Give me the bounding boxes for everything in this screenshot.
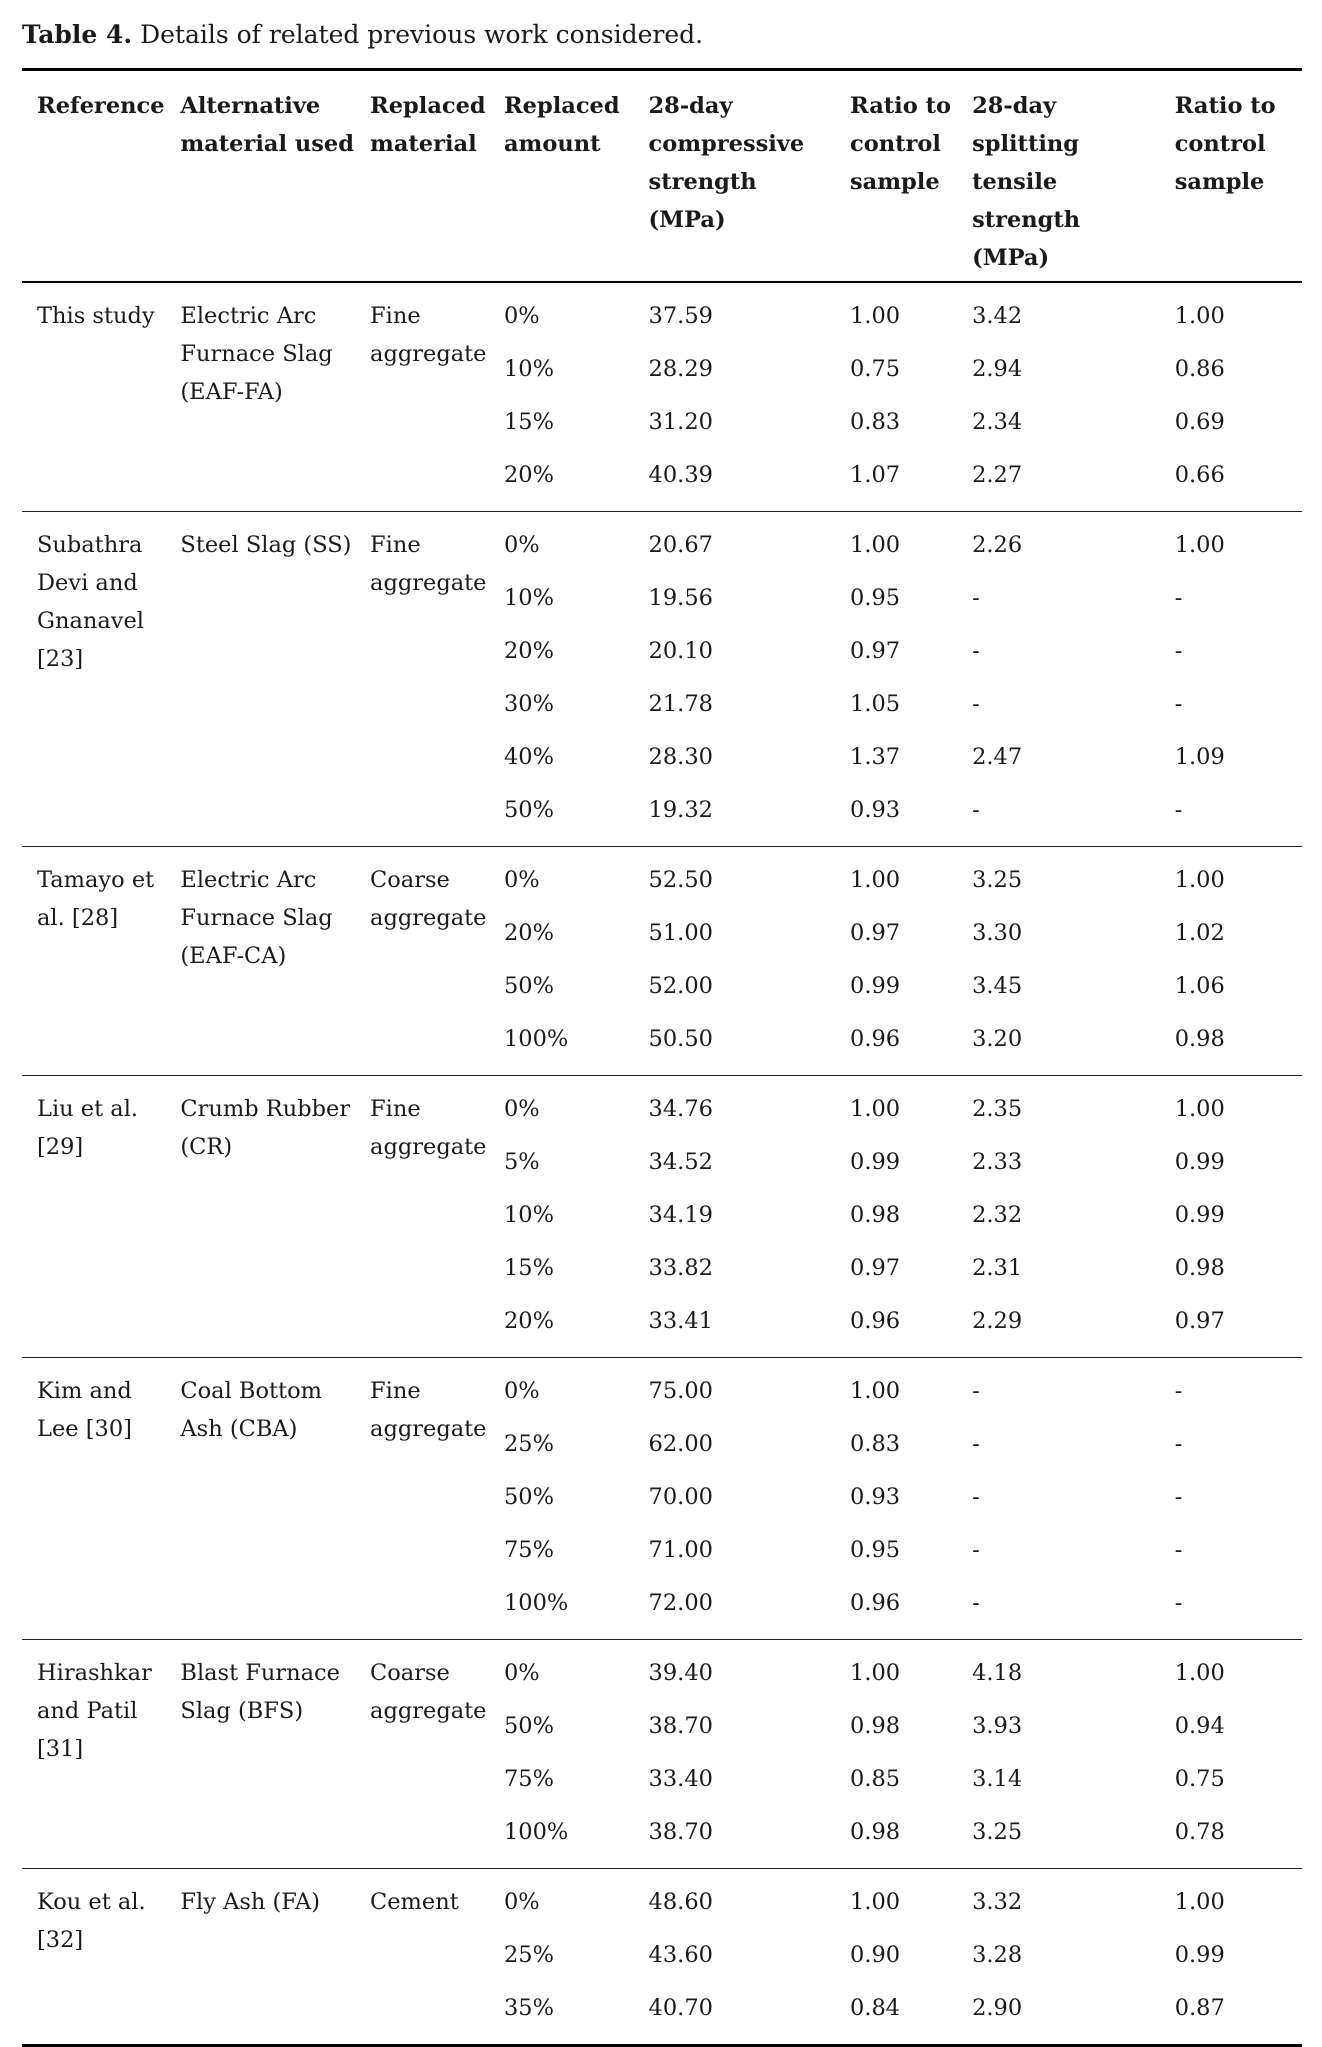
replaced-amount-cell: 20%: [503, 920, 554, 946]
compressive-ratio-cell: 0.97: [850, 1255, 901, 1281]
header-replaced-material: Replaced material: [370, 93, 486, 157]
replaced-amount-cell: 75%: [503, 1766, 554, 1792]
table-title: Details of related previous work considered.: [140, 20, 704, 49]
table-row: [22, 847, 1302, 915]
replaced-amount-cell: 75%: [503, 1537, 554, 1563]
compressive-ratio-cell: 1.07: [850, 462, 901, 488]
study-group: [22, 1640, 1302, 1869]
tensile-ratio-cell: -: [1174, 1590, 1183, 1616]
compressive-strength-cell: 33.40: [648, 1766, 713, 1792]
header-compressive-strength: 28-day compressive strength (MPa): [648, 93, 805, 233]
tensile-strength-cell: 2.33: [972, 1149, 1023, 1175]
tensile-ratio-cell: 0.99: [1174, 1149, 1225, 1175]
tensile-ratio-cell: 0.87: [1174, 1995, 1225, 2021]
compressive-strength-cell: 19.32: [648, 797, 713, 823]
reference-cell: This study: [37, 303, 155, 329]
reference-cell: Kim and Lee [30]: [37, 1378, 132, 1442]
table-label: Table 4.: [22, 20, 133, 49]
compressive-strength-cell: 43.60: [648, 1942, 713, 1968]
table-caption: [22, 18, 703, 52]
compressive-ratio-cell: 0.93: [850, 1484, 901, 1510]
alternative-material-cell: Electric Arc Furnace Slag (EAF-FA): [180, 303, 333, 405]
tensile-strength-cell: 3.93: [972, 1713, 1023, 1739]
compressive-strength-cell: 28.30: [648, 744, 713, 770]
tensile-ratio-cell: 1.00: [1174, 532, 1225, 558]
reference-cell: Kou et al. [32]: [37, 1889, 146, 1953]
table-row: [22, 1640, 1302, 1708]
replaced-material-cell: Fine aggregate: [370, 303, 487, 367]
tensile-strength-cell: 2.90: [972, 1995, 1023, 2021]
table-row: [22, 1869, 1302, 1937]
compressive-ratio-cell: 0.85: [850, 1766, 901, 1792]
tensile-ratio-cell: 1.00: [1174, 1096, 1225, 1122]
tensile-strength-cell: 2.32: [972, 1202, 1023, 1228]
table-row: [22, 512, 1302, 580]
tensile-ratio-cell: 0.99: [1174, 1202, 1225, 1228]
compressive-ratio-cell: 1.00: [850, 867, 901, 893]
compressive-strength-cell: 72.00: [648, 1590, 713, 1616]
compressive-ratio-cell: 0.84: [850, 1995, 901, 2021]
replaced-material-cell: Fine aggregate: [370, 1096, 487, 1160]
compressive-ratio-cell: 0.98: [850, 1819, 901, 1845]
table-row: [22, 1076, 1302, 1144]
compressive-ratio-cell: 0.97: [850, 638, 901, 664]
compressive-strength-cell: 37.59: [648, 303, 713, 329]
tensile-ratio-cell: 0.86: [1174, 356, 1225, 382]
compressive-ratio-cell: 1.00: [850, 532, 901, 558]
replaced-amount-cell: 5%: [503, 1149, 540, 1175]
compressive-strength-cell: 34.76: [648, 1096, 713, 1122]
replaced-amount-cell: 10%: [503, 356, 554, 382]
tensile-ratio-cell: 1.00: [1174, 303, 1225, 329]
replaced-amount-cell: 10%: [503, 1202, 554, 1228]
replaced-amount-cell: 0%: [503, 303, 540, 329]
study-group: [22, 512, 1302, 847]
tensile-ratio-cell: 1.00: [1174, 867, 1225, 893]
compressive-strength-cell: 34.52: [648, 1149, 713, 1175]
compressive-strength-cell: 38.70: [648, 1713, 713, 1739]
tensile-ratio-cell: 1.00: [1174, 1889, 1225, 1915]
compressive-strength-cell: 38.70: [648, 1819, 713, 1845]
replaced-amount-cell: 100%: [503, 1026, 569, 1052]
tensile-strength-cell: 2.47: [972, 744, 1023, 770]
header-tensile-strength: 28-day splitting tensile strength (MPa): [972, 93, 1081, 271]
replaced-material-cell: Fine aggregate: [370, 1378, 487, 1442]
tensile-strength-cell: 3.25: [972, 1819, 1023, 1845]
compressive-ratio-cell: 1.37: [850, 744, 901, 770]
table-header: [22, 70, 1302, 283]
tensile-strength-cell: 2.27: [972, 462, 1023, 488]
study-group: [22, 1076, 1302, 1358]
tensile-strength-cell: 2.31: [972, 1255, 1023, 1281]
compressive-ratio-cell: 0.96: [850, 1026, 901, 1052]
compressive-ratio-cell: 1.00: [850, 303, 901, 329]
replaced-amount-cell: 100%: [503, 1590, 569, 1616]
study-group: [22, 282, 1302, 512]
tensile-strength-cell: -: [972, 638, 980, 664]
compressive-strength-cell: 39.40: [648, 1660, 713, 1686]
tensile-strength-cell: -: [972, 1378, 980, 1404]
replaced-amount-cell: 0%: [503, 1378, 540, 1404]
replaced-amount-cell: 20%: [503, 1308, 554, 1334]
replaced-material-cell: Coarse aggregate: [370, 1660, 487, 1724]
tensile-strength-cell: 3.14: [972, 1766, 1023, 1792]
replaced-amount-cell: 35%: [503, 1995, 554, 2021]
tensile-ratio-cell: 0.94: [1174, 1713, 1225, 1739]
compressive-strength-cell: 20.10: [648, 638, 713, 664]
tensile-strength-cell: -: [972, 1590, 980, 1616]
tensile-ratio-cell: 0.78: [1174, 1819, 1225, 1845]
tensile-ratio-cell: 0.69: [1174, 409, 1225, 435]
compressive-strength-cell: 33.82: [648, 1255, 713, 1281]
compressive-ratio-cell: 0.95: [850, 585, 901, 611]
compressive-strength-cell: 52.50: [648, 867, 713, 893]
compressive-strength-cell: 50.50: [648, 1026, 713, 1052]
compressive-ratio-cell: 0.97: [850, 920, 901, 946]
compressive-strength-cell: 70.00: [648, 1484, 713, 1510]
reference-cell: Subathra Devi and Gnanavel [23]: [37, 532, 145, 672]
tensile-ratio-cell: 1.06: [1174, 973, 1225, 999]
compressive-ratio-cell: 0.98: [850, 1202, 901, 1228]
alternative-material-cell: Steel Slag (SS): [180, 532, 352, 558]
tensile-ratio-cell: -: [1174, 797, 1183, 823]
tensile-strength-cell: -: [972, 585, 980, 611]
alternative-material-cell: Electric Arc Furnace Slag (EAF-CA): [180, 867, 333, 969]
compressive-ratio-cell: 0.93: [850, 797, 901, 823]
compressive-ratio-cell: 0.95: [850, 1537, 901, 1563]
tensile-ratio-cell: -: [1174, 1484, 1183, 1510]
tensile-ratio-cell: -: [1174, 585, 1183, 611]
header-replaced-amount: Replaced amount: [503, 93, 620, 157]
study-group: [22, 1358, 1302, 1640]
replaced-amount-cell: 25%: [503, 1942, 554, 1968]
table-row: [22, 1358, 1302, 1426]
tensile-strength-cell: 3.28: [972, 1942, 1023, 1968]
compressive-strength-cell: 51.00: [648, 920, 713, 946]
tensile-strength-cell: 3.25: [972, 867, 1023, 893]
reference-cell: Hirashkar and Patil [31]: [37, 1660, 152, 1762]
replaced-amount-cell: 0%: [503, 1096, 540, 1122]
compressive-strength-cell: 40.70: [648, 1995, 713, 2021]
compressive-strength-cell: 75.00: [648, 1378, 713, 1404]
compressive-ratio-cell: 0.90: [850, 1942, 901, 1968]
tensile-strength-cell: -: [972, 1484, 980, 1510]
replaced-amount-cell: 40%: [503, 744, 554, 770]
alternative-material-cell: Fly Ash (FA): [180, 1889, 320, 1915]
replaced-amount-cell: 15%: [503, 1255, 554, 1281]
tensile-ratio-cell: 0.97: [1174, 1308, 1225, 1334]
tensile-ratio-cell: -: [1174, 1431, 1183, 1457]
tensile-ratio-cell: 1.02: [1174, 920, 1225, 946]
compressive-ratio-cell: 0.75: [850, 356, 901, 382]
compressive-ratio-cell: 0.99: [850, 1149, 901, 1175]
tensile-strength-cell: 2.29: [972, 1308, 1023, 1334]
replaced-amount-cell: 0%: [503, 1660, 540, 1686]
tensile-ratio-cell: 0.98: [1174, 1026, 1225, 1052]
replaced-amount-cell: 0%: [503, 1889, 540, 1915]
replaced-amount-cell: 20%: [503, 638, 554, 664]
tensile-ratio-cell: 0.99: [1174, 1942, 1225, 1968]
tensile-strength-cell: 2.26: [972, 532, 1023, 558]
compressive-ratio-cell: 1.00: [850, 1096, 901, 1122]
tensile-strength-cell: 3.30: [972, 920, 1023, 946]
alternative-material-cell: Coal Bottom Ash (CBA): [180, 1378, 322, 1442]
tensile-ratio-cell: -: [1174, 638, 1183, 664]
alternative-material-cell: Blast Furnace Slag (BFS): [180, 1660, 340, 1724]
compressive-ratio-cell: 1.00: [850, 1889, 901, 1915]
compressive-strength-cell: 28.29: [648, 356, 713, 382]
study-group: [22, 1869, 1302, 2046]
tensile-strength-cell: -: [972, 1431, 980, 1457]
tensile-strength-cell: 2.34: [972, 409, 1023, 435]
tensile-strength-cell: 3.42: [972, 303, 1023, 329]
compressive-strength-cell: 31.20: [648, 409, 713, 435]
compressive-strength-cell: 20.67: [648, 532, 713, 558]
compressive-ratio-cell: 0.96: [850, 1590, 901, 1616]
study-group: [22, 847, 1302, 1076]
replaced-material-cell: Fine aggregate: [370, 532, 487, 596]
tensile-strength-cell: -: [972, 1537, 980, 1563]
tensile-ratio-cell: 0.75: [1174, 1766, 1225, 1792]
compressive-strength-cell: 48.60: [648, 1889, 713, 1915]
tensile-ratio-cell: 1.09: [1174, 744, 1225, 770]
header-row: [22, 70, 1302, 283]
header-alternative-material: Alternative material used: [180, 93, 354, 157]
tensile-ratio-cell: 0.98: [1174, 1255, 1225, 1281]
compressive-ratio-cell: 1.00: [850, 1378, 901, 1404]
alternative-material-cell: Crumb Rubber (CR): [180, 1096, 351, 1160]
replaced-amount-cell: 50%: [503, 797, 554, 823]
tensile-strength-cell: 3.45: [972, 973, 1023, 999]
compressive-ratio-cell: 0.83: [850, 409, 901, 435]
tensile-ratio-cell: -: [1174, 691, 1183, 717]
table-row: [22, 282, 1302, 350]
reference-cell: Tamayo et al. [28]: [37, 867, 155, 931]
compressive-strength-cell: 62.00: [648, 1431, 713, 1457]
compressive-strength-cell: 71.00: [648, 1537, 713, 1563]
tensile-strength-cell: 2.35: [972, 1096, 1023, 1122]
previous-work-table: [22, 68, 1302, 2047]
compressive-ratio-cell: 0.83: [850, 1431, 901, 1457]
replaced-material-cell: Coarse aggregate: [370, 867, 487, 931]
compressive-strength-cell: 40.39: [648, 462, 713, 488]
reference-cell: Liu et al. [29]: [37, 1096, 139, 1160]
replaced-amount-cell: 20%: [503, 462, 554, 488]
replaced-material-cell: Cement: [370, 1889, 459, 1915]
compressive-ratio-cell: 0.98: [850, 1713, 901, 1739]
tensile-ratio-cell: 1.00: [1174, 1660, 1225, 1686]
tensile-strength-cell: 4.18: [972, 1660, 1023, 1686]
header-compressive-ratio: Ratio to control sample: [850, 93, 951, 195]
replaced-amount-cell: 50%: [503, 1713, 554, 1739]
tensile-ratio-cell: -: [1174, 1378, 1183, 1404]
replaced-amount-cell: 10%: [503, 585, 554, 611]
replaced-amount-cell: 30%: [503, 691, 554, 717]
replaced-amount-cell: 15%: [503, 409, 554, 435]
compressive-strength-cell: 52.00: [648, 973, 713, 999]
compressive-ratio-cell: 1.00: [850, 1660, 901, 1686]
replaced-amount-cell: 25%: [503, 1431, 554, 1457]
replaced-amount-cell: 0%: [503, 532, 540, 558]
tensile-strength-cell: 3.32: [972, 1889, 1023, 1915]
tensile-ratio-cell: 0.66: [1174, 462, 1225, 488]
replaced-amount-cell: 50%: [503, 973, 554, 999]
replaced-amount-cell: 0%: [503, 867, 540, 893]
header-reference: Reference: [37, 93, 165, 119]
tensile-ratio-cell: -: [1174, 1537, 1183, 1563]
compressive-strength-cell: 19.56: [648, 585, 713, 611]
compressive-ratio-cell: 0.99: [850, 973, 901, 999]
compressive-strength-cell: 34.19: [648, 1202, 713, 1228]
compressive-strength-cell: 33.41: [648, 1308, 713, 1334]
replaced-amount-cell: 50%: [503, 1484, 554, 1510]
tensile-strength-cell: 3.20: [972, 1026, 1023, 1052]
header-tensile-ratio: Ratio to control sample: [1174, 93, 1276, 195]
tensile-strength-cell: -: [972, 691, 980, 717]
compressive-strength-cell: 21.78: [648, 691, 713, 717]
replaced-amount-cell: 100%: [503, 1819, 569, 1845]
compressive-ratio-cell: 1.05: [850, 691, 901, 717]
compressive-ratio-cell: 0.96: [850, 1308, 901, 1334]
tensile-strength-cell: -: [972, 797, 980, 823]
tensile-strength-cell: 2.94: [972, 356, 1023, 382]
